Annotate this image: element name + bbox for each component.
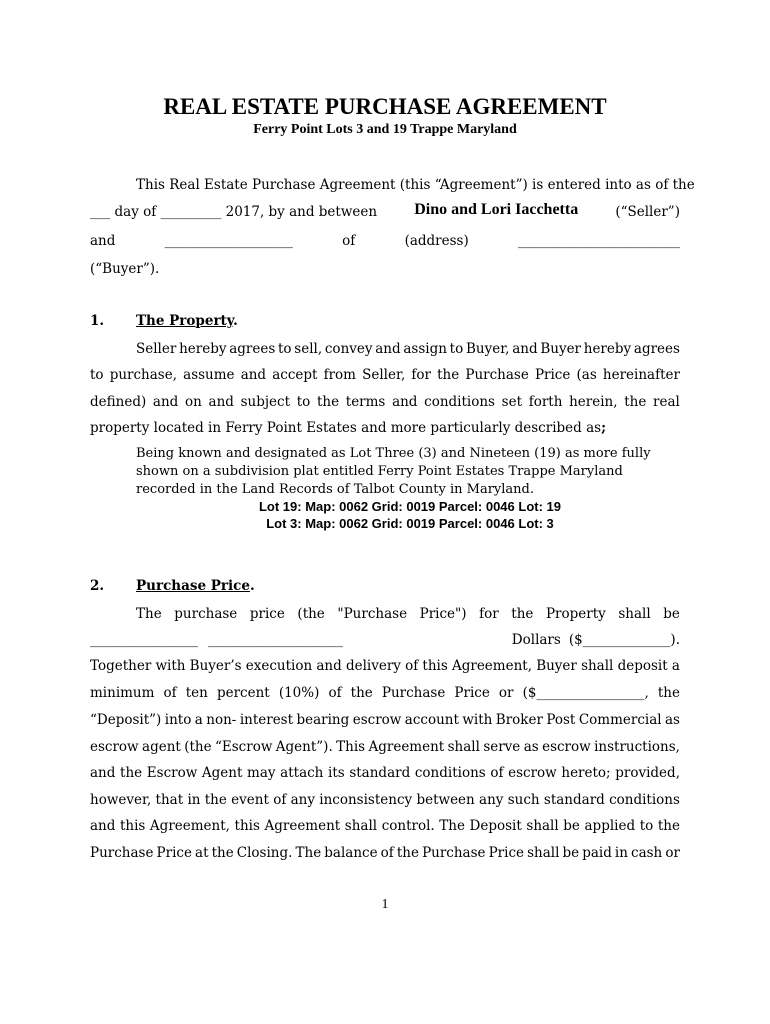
word: paid (582, 845, 612, 861)
word: the (511, 606, 534, 622)
word: the (316, 394, 340, 410)
word: interest (239, 712, 294, 728)
word: (the (297, 606, 325, 622)
word: its (328, 765, 345, 781)
word: shall (447, 739, 480, 755)
word: Broker (495, 712, 543, 728)
word: to (449, 341, 464, 357)
section-1-heading-text: The Property (136, 313, 234, 329)
word: the (350, 685, 373, 701)
word: with (155, 658, 186, 674)
word: of (163, 685, 177, 701)
word: standard (543, 792, 605, 808)
document-subtitle: Ferry Point Lots 3 and 19 Trappe Maryland (253, 122, 517, 137)
address-blank: ________________________ (518, 233, 680, 249)
word: subject (240, 394, 291, 410)
word: Property (545, 606, 606, 622)
intro-line-2-end: (“Seller”) (615, 204, 680, 220)
dollars-label: Dollars (511, 632, 561, 648)
word: to (296, 394, 311, 410)
word: agrees (633, 341, 680, 357)
intro-word: and (90, 233, 116, 249)
word: applied (584, 818, 636, 834)
word: “Deposit”) (90, 712, 162, 728)
section-2-line-1 (136, 605, 680, 623)
word: with (462, 712, 493, 728)
word: the (437, 367, 460, 383)
word: non- (206, 712, 237, 728)
word: cash (631, 845, 663, 861)
section-2-line-4 (90, 684, 680, 702)
word: be (663, 606, 680, 622)
price-words-blank-1: ________________ (90, 632, 198, 648)
section-2-heading-text: Purchase Price (136, 578, 250, 594)
section-1-last-line-text: property located in Ferry Point Estates and more particularly described as (90, 420, 602, 436)
word: terms (345, 394, 386, 410)
word: Price (156, 845, 192, 861)
word: for (479, 606, 499, 622)
intro-line-2-start: ___ day of _________ 2017, by and between (90, 204, 378, 220)
document-title: REAL ESTATE PURCHASE AGREEMENT (163, 94, 607, 119)
word: escrow (90, 739, 139, 755)
word: escrow (352, 712, 402, 728)
word: this (119, 818, 146, 834)
word: the (624, 394, 647, 410)
section-2-line-2 (90, 631, 680, 649)
word: the (657, 818, 680, 834)
word: account (404, 712, 459, 728)
word: sell, (294, 341, 323, 357)
intro-line-1: This Real Estate Purchase Agreement (this “Agreement”) is entered into as of the (136, 177, 695, 193)
lot-19-record: Lot 19: Map: 0062 Grid: 0019 Parcel: 0046 Lot: 19 (258, 499, 561, 514)
word: and (316, 658, 342, 674)
word: in (187, 792, 201, 808)
word: The (136, 606, 162, 622)
word: or (665, 845, 680, 861)
word: Seller, (362, 367, 406, 383)
word: agent (142, 739, 181, 755)
word: from (323, 367, 356, 383)
word: Agreement (264, 818, 341, 834)
word: to (278, 341, 292, 357)
word: conditions (609, 792, 680, 808)
word: the (211, 845, 234, 861)
word: balance (324, 845, 378, 861)
word: to (90, 367, 104, 383)
word: be (563, 818, 580, 834)
word: as (523, 739, 539, 755)
word: conditions (414, 765, 486, 781)
section-1-line-3 (90, 393, 680, 411)
section-2-line-5 (90, 711, 680, 729)
section-2-heading (136, 578, 255, 594)
buyer-name-blank: ___________________ (164, 233, 293, 249)
word: Commercial (578, 712, 662, 728)
intro-line-4: (“Buyer”). (90, 261, 160, 277)
word: “Escrow (215, 739, 273, 755)
legal-description-line-2: shown on a subdivision plat entitled Ferry Point Estates Trappe Maryland (136, 464, 623, 479)
word: Price (488, 845, 524, 861)
word: attach (280, 765, 324, 781)
intro-word: (address) (404, 233, 469, 249)
word: defined) (90, 394, 147, 410)
word: of (328, 685, 342, 701)
word: be (562, 845, 580, 861)
word: "Purchase (337, 606, 408, 622)
word: herein, (569, 394, 618, 410)
word: The (295, 845, 322, 861)
word: may (247, 765, 276, 781)
section-1-line-1 (136, 340, 680, 358)
word: serve (483, 739, 521, 755)
word: purchase (174, 606, 238, 622)
word: (as (576, 367, 597, 383)
word: Buyer (540, 341, 582, 357)
section-2-number: 2. (90, 578, 105, 594)
word: of (273, 792, 287, 808)
word: of (405, 658, 419, 674)
section-2-line-9 (90, 817, 680, 835)
word: Seller (136, 341, 177, 357)
intro-line-3 (90, 232, 680, 250)
section-2-line-10 (90, 844, 680, 862)
legal-description-line-1: Being known and designated as Lot Three (3) and Nineteen (19) as more fully (136, 446, 651, 461)
word: shall (526, 818, 559, 834)
word: Buyer, (465, 341, 510, 357)
word: ten (185, 685, 208, 701)
price-words-blank-2: ____________________ (208, 632, 343, 648)
word: Buyer’s (189, 658, 242, 674)
word: that (155, 792, 184, 808)
legal-description-line-3: recorded in the Land Records of Talbot County in Maryland. (136, 482, 535, 497)
word: percent (216, 685, 270, 701)
section-2-line-3 (90, 657, 680, 675)
word: for (411, 367, 431, 383)
word: Agreement, (451, 658, 532, 674)
word: event (231, 792, 269, 808)
word: of (380, 845, 394, 861)
word: and (240, 367, 267, 383)
word: conditions (424, 394, 495, 410)
word: the (657, 685, 680, 701)
word: in (614, 845, 628, 861)
word: agrees (229, 341, 276, 357)
word: (10%) (278, 685, 320, 701)
word: The (439, 818, 465, 834)
word: hereby (583, 341, 632, 357)
word: assume (183, 367, 235, 383)
word: a (671, 658, 680, 674)
seller-name: Dino and Lori Iacchetta (414, 201, 579, 218)
lot-3-record: Lot 3: Map: 0062 Grid: 0019 Parcel: 0046 Lot: 3 (266, 516, 554, 531)
section-1-line-4 (90, 419, 680, 437)
word: and (392, 394, 418, 410)
word: instructions, (594, 739, 680, 755)
word: Together (90, 658, 152, 674)
word: any (290, 792, 315, 808)
word: this (234, 818, 260, 834)
section-1-heading (136, 313, 238, 329)
word: delivery (345, 658, 401, 674)
word: between (416, 792, 475, 808)
word: ($________________, (522, 685, 649, 701)
word: Buyer (536, 658, 577, 674)
word: Post (546, 712, 576, 728)
word: at (195, 845, 209, 861)
price-amount-blank: ($_____________). (568, 632, 680, 648)
section-1-line-2 (90, 366, 680, 384)
section-2-line-6 (90, 738, 680, 756)
word: however, (90, 792, 152, 808)
word: escrow (542, 739, 591, 755)
word: Purchase (422, 845, 486, 861)
word: and (90, 818, 116, 834)
word: on (185, 394, 202, 410)
word: shall (344, 818, 378, 834)
section-2-line-7 (90, 764, 680, 782)
word: Closing. (236, 845, 293, 861)
word: (the (184, 739, 212, 755)
word: minimum (90, 685, 155, 701)
word: This (336, 739, 366, 755)
word: and (90, 765, 116, 781)
intro-word: of (342, 233, 356, 249)
word: any (479, 792, 504, 808)
word: forth (528, 394, 563, 410)
word: real (653, 394, 680, 410)
intro-line-2 (90, 203, 680, 221)
word: shall (527, 845, 560, 861)
word: shall (618, 606, 651, 622)
word: the (120, 765, 143, 781)
word: provided, (615, 765, 680, 781)
word: Price") (419, 606, 467, 622)
word: Deposit (469, 818, 522, 834)
word: accept (272, 367, 318, 383)
page-number: 1 (381, 897, 389, 912)
word: deposit (617, 658, 668, 674)
word: into (164, 712, 192, 728)
word: Agent”). (275, 739, 333, 755)
word: hereto; (561, 765, 611, 781)
word: shall (581, 658, 614, 674)
word: and (512, 341, 538, 357)
word: or (498, 685, 514, 701)
word: escrow (508, 765, 557, 781)
word: bearing (296, 712, 350, 728)
word: and (375, 341, 401, 357)
word: as (665, 712, 680, 728)
word: Purchase (90, 845, 154, 861)
word: of (490, 765, 504, 781)
word: hereinafter (602, 367, 680, 383)
word: Escrow (146, 765, 198, 781)
section-1-heading-punct: . (233, 313, 238, 329)
word: this (422, 658, 448, 674)
word: inconsistency (319, 792, 413, 808)
word: Price (534, 367, 571, 383)
word: the (204, 792, 227, 808)
word: Agreement, (149, 818, 230, 834)
word: Purchase (381, 685, 446, 701)
word: purchase, (109, 367, 178, 383)
word: Price (454, 685, 490, 701)
word: Purchase (465, 367, 529, 383)
word: Agent (201, 765, 243, 781)
word: a (194, 712, 203, 728)
word: set (501, 394, 523, 410)
section-1-number: 1. (90, 313, 105, 329)
word: hereby (179, 341, 227, 357)
word: such (507, 792, 540, 808)
word: execution (245, 658, 313, 674)
word: price (249, 606, 285, 622)
section-2-heading-punct: . (249, 578, 255, 594)
word: and (208, 394, 234, 410)
word: convey (324, 341, 373, 357)
word: standard (349, 765, 411, 781)
section-1-last-line-punct: ; (601, 420, 607, 436)
word: assign (403, 341, 447, 357)
word: control. (381, 818, 435, 834)
section-2-line-8 (90, 791, 680, 809)
word: and (152, 394, 179, 410)
word: the (396, 845, 419, 861)
word: to (639, 818, 654, 834)
word: Agreement (368, 739, 445, 755)
